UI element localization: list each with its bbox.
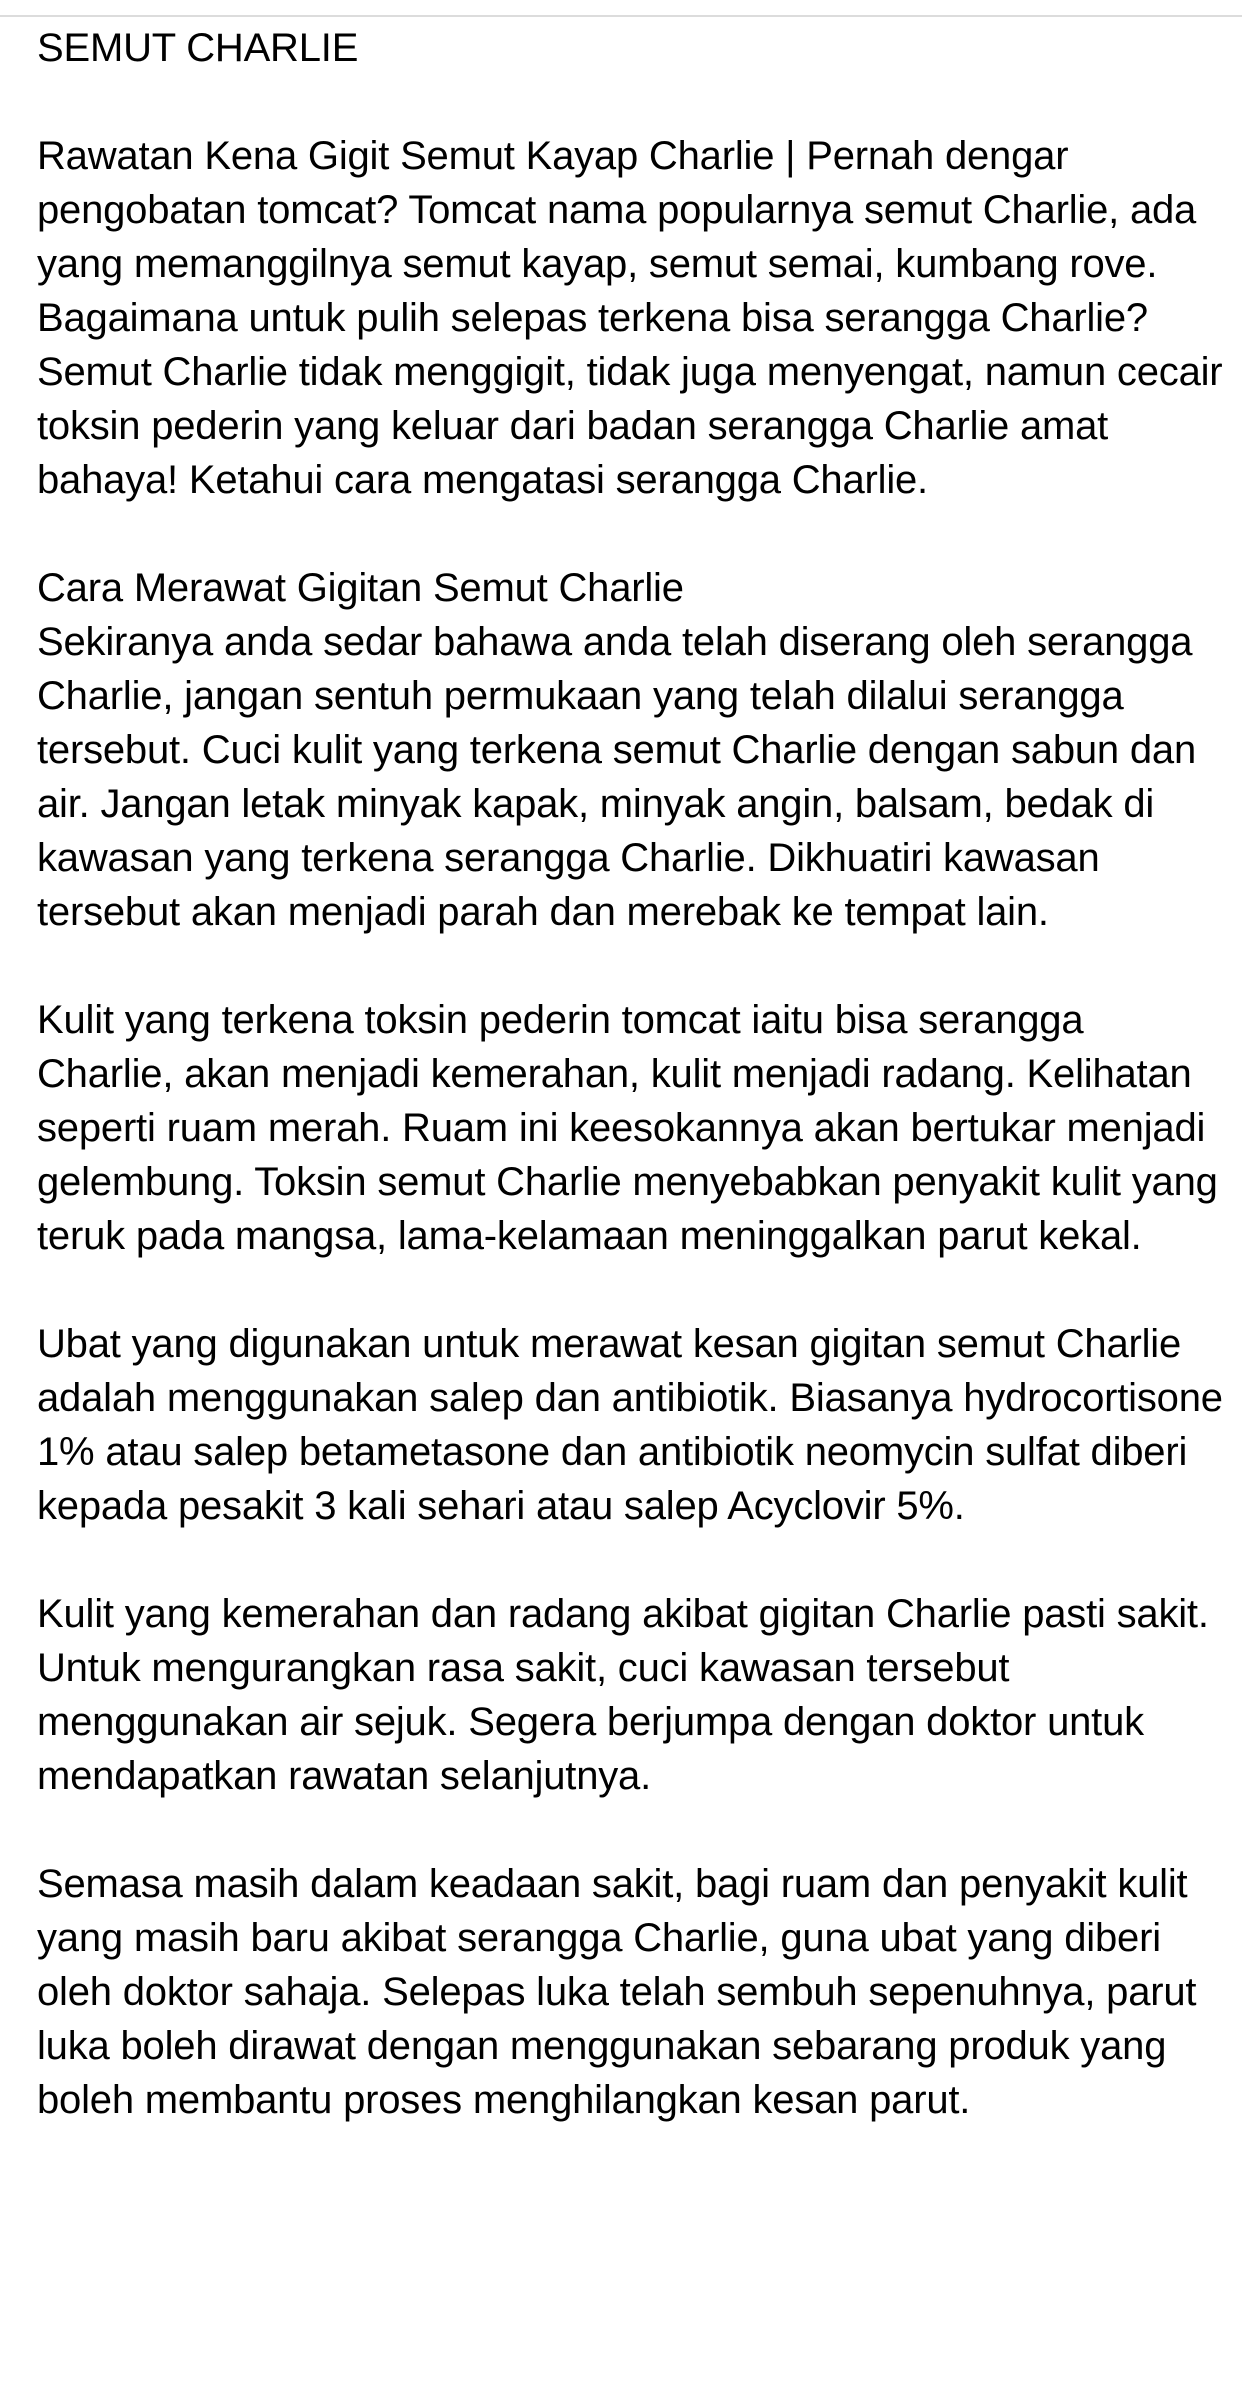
paragraph: Sekiranya anda sedar bahawa anda telah diserang oleh serangga Charlie, jangan sentuh permukaan yang telah dilalui serangga tersebut. Cuci kulit yang terkena semut Charlie dengan sabun dan air. Jangan letak minyak kapak, minyak angin, balsam, bedak di kawasan yang terkena serangga Charlie. Dikhuatiri kawasan tersebut akan menjadi parah dan merebak ke tempat lain. [37, 620, 1197, 934]
paragraph: Kulit yang terkena toksin pederin tomcat iaitu bisa serangga Charlie, akan menjadi kemerahan, kulit menjadi radang. Kelihatan seperti ruam merah. Ruam ini keesokannya akan bertukar menjadi gelembung. Toksin semut Charlie menyebabkan penyakit kulit yang teruk pada mangsa, lama-kelamaan meninggalkan parut kekal. [37, 998, 1218, 1258]
paragraph: Semasa masih dalam keadaan sakit, bagi ruam dan penyakit kulit yang masih baru akibat serangga Charlie, guna ubat yang diberi oleh doktor sahaja. Selepas luka telah sembuh sepenuhnya, parut luka boleh dirawat dengan menggunakan sebarang produk yang boleh membantu proses menghilangkan kesan parut. [37, 1862, 1197, 2122]
article-intro: Rawatan Kena Gigit Semut Kayap Charlie | Pernah dengar pengobatan tomcat? Tomcat nama popularnya semut Charlie, ada yang memanggilnya semut kayap, semut semai, kumbang rove. Bagaimana untuk pulih selepas terkena bisa serangga Charlie? Semut Charlie tidak menggigit, tidak juga menyengat, namun cecair toksin pederin yang keluar dari badan serangga Charlie amat bahaya! Ketahui cara mengatasi serangga Charlie. [37, 134, 1223, 502]
article-body [37, 21, 1227, 2181]
top-divider [0, 0, 1242, 17]
paragraph: Kulit yang kemerahan dan radang akibat gigitan Charlie pasti sakit. Untuk mengurangkan rasa sakit, cuci kawasan tersebut menggunakan air sejuk. Segera berjumpa dengan doktor untuk mendapatkan rawatan selanjutnya. [37, 1592, 1209, 1798]
article-title: SEMUT CHARLIE [37, 26, 359, 70]
paragraph: Ubat yang digunakan untuk merawat kesan gigitan semut Charlie adalah menggunakan salep dan antibiotik. Biasanya hydrocortisone 1% atau salep betametasone dan antibiotik neomycin sulfat diberi kepada pesakit 3 kali sehari atau salep Acyclovir 5%. [37, 1322, 1223, 1528]
section-heading: Cara Merawat Gigitan Semut Charlie [37, 566, 684, 610]
